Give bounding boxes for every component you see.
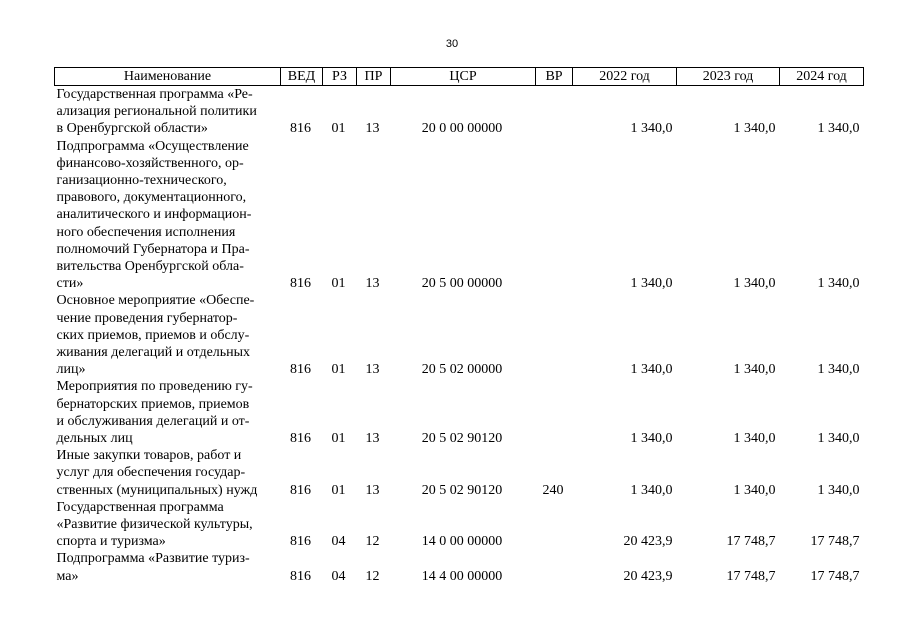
name-line: Иные закупки товаров, работ и	[56, 448, 242, 464]
cell-2023: 1 340,0	[733, 121, 776, 137]
cell-name	[55, 86, 281, 138]
table-body	[55, 86, 864, 585]
name-line: ственных (муниципальных) нужд	[56, 482, 258, 498]
cell-csr: 14 4 00 00000	[421, 568, 503, 584]
name-line: «Развитие физической культуры,	[56, 517, 253, 533]
name-line: вительства Оренбургской обла-	[56, 259, 244, 275]
cell-ved: 816	[290, 482, 311, 498]
cell-pr: 13	[365, 276, 380, 292]
cell-ved: 816	[290, 362, 311, 378]
cell-pr: 13	[365, 482, 380, 498]
name-line: бернаторских приемов, приемов	[56, 396, 250, 412]
cell-vr: 240	[542, 482, 564, 498]
cell-csr: 20 0 00 00000	[421, 121, 503, 137]
cell-2024: 1 340,0	[817, 276, 860, 292]
name-line: Мероприятия по проведению гу-	[56, 379, 253, 395]
table-row	[55, 378, 864, 447]
cell-rz: 01	[331, 121, 346, 137]
cell-name	[55, 138, 281, 293]
name-line: спорта и туризма»	[56, 534, 166, 550]
name-line: живания делегаций и отдельных	[56, 345, 251, 361]
cell-rz: 01	[331, 276, 346, 292]
name-line: правового, документационного,	[56, 190, 247, 206]
table-row	[55, 550, 864, 584]
name-line: Государственная программа	[56, 499, 224, 515]
cell-csr: 20 5 02 00000	[421, 362, 503, 378]
cell-2022: 1 340,0	[630, 276, 673, 292]
cell-csr: 14 0 00 00000	[421, 534, 503, 550]
cell-vr	[536, 499, 573, 551]
cell-ved: 816	[290, 431, 311, 447]
table-row	[55, 447, 864, 499]
cell-2024: 1 340,0	[817, 431, 860, 447]
cell-vr	[536, 378, 573, 447]
name-line: ного обеспечения исполнения	[56, 224, 236, 240]
name-line: Подпрограмма «Развитие туриз-	[56, 551, 250, 567]
cell-ved: 816	[290, 534, 311, 550]
cell-vr	[536, 86, 573, 138]
name-line: чение проведения губернатор-	[56, 310, 238, 326]
name-line: в Оренбургской области»	[56, 121, 208, 137]
table-row	[55, 86, 864, 138]
cell-csr: 20 5 00 00000	[421, 276, 503, 292]
cell-rz: 04	[331, 568, 346, 584]
cell-name	[55, 499, 281, 551]
cell-pr: 13	[365, 121, 380, 137]
cell-pr: 13	[365, 362, 380, 378]
cell-2024: 1 340,0	[817, 362, 860, 378]
budget-table	[54, 67, 864, 585]
name-line: Подпрограмма «Осуществление	[56, 138, 249, 154]
cell-vr	[536, 138, 573, 293]
cell-2024: 1 340,0	[817, 121, 860, 137]
cell-vr	[536, 292, 573, 378]
table-row	[55, 138, 864, 293]
header-rz: РЗ	[323, 68, 357, 86]
cell-2024: 17 748,7	[810, 534, 860, 550]
name-line: Государственная программа «Ре-	[56, 87, 253, 102]
cell-pr: 13	[365, 431, 380, 447]
cell-rz: 04	[331, 534, 346, 550]
cell-name	[55, 447, 281, 499]
table-row	[55, 292, 864, 378]
cell-name	[55, 292, 281, 378]
header-name: Наименование	[55, 68, 281, 86]
name-line: услуг для обеспечения государ-	[56, 465, 246, 481]
cell-rz: 01	[331, 362, 346, 378]
header-vr: ВР	[536, 68, 573, 86]
page-number: 30	[445, 38, 459, 50]
cell-2022: 1 340,0	[630, 121, 673, 137]
cell-2023: 1 340,0	[733, 431, 776, 447]
cell-2023: 17 748,7	[726, 568, 776, 584]
cell-ved: 816	[290, 568, 311, 584]
header-csr: ЦСР	[391, 68, 536, 86]
cell-2023: 17 748,7	[726, 534, 776, 550]
cell-2022: 20 423,9	[623, 534, 673, 550]
cell-csr: 20 5 02 90120	[421, 431, 503, 447]
name-line: ских приемов, приемов и обслу-	[56, 327, 250, 343]
name-line: ализация региональной политики	[56, 104, 257, 120]
cell-ved: 816	[290, 121, 311, 137]
cell-name	[55, 378, 281, 447]
cell-pr: 12	[365, 568, 380, 584]
name-line: лиц»	[56, 362, 86, 378]
cell-rz: 01	[331, 431, 346, 447]
header-2023: 2023 год	[677, 68, 780, 86]
name-line: дельных лиц	[56, 431, 133, 447]
cell-name	[55, 550, 281, 584]
cell-2024: 17 748,7	[810, 568, 860, 584]
name-line: сти»	[56, 276, 84, 292]
cell-2023: 1 340,0	[733, 276, 776, 292]
cell-2023: 1 340,0	[733, 482, 776, 498]
table-row	[55, 499, 864, 551]
cell-rz: 01	[331, 482, 346, 498]
cell-vr	[536, 550, 573, 584]
header-pr: ПР	[357, 68, 391, 86]
cell-2023: 1 340,0	[733, 362, 776, 378]
name-line: ма»	[56, 568, 79, 584]
name-line: аналитического и информацион-	[56, 207, 252, 223]
header-2024: 2024 год	[780, 68, 864, 86]
cell-2022: 1 340,0	[630, 431, 673, 447]
cell-csr: 20 5 02 90120	[421, 482, 503, 498]
cell-2022: 1 340,0	[630, 362, 673, 378]
name-line: финансово-хозяйственного, ор-	[56, 155, 244, 171]
header-2022: 2022 год	[573, 68, 677, 86]
name-line: ганизационно-технического,	[56, 173, 227, 189]
name-line: и обслуживания делегаций и от-	[56, 413, 250, 429]
header-ved: ВЕД	[281, 68, 323, 86]
cell-pr: 12	[365, 534, 380, 550]
cell-2022: 1 340,0	[630, 482, 673, 498]
name-line: полномочий Губернатора и Пра-	[56, 241, 250, 257]
name-line: Основное мероприятие «Обеспе-	[56, 293, 255, 309]
cell-2024: 1 340,0	[817, 482, 860, 498]
header-row	[55, 68, 864, 86]
cell-2022: 20 423,9	[623, 568, 673, 584]
cell-ved: 816	[290, 276, 311, 292]
